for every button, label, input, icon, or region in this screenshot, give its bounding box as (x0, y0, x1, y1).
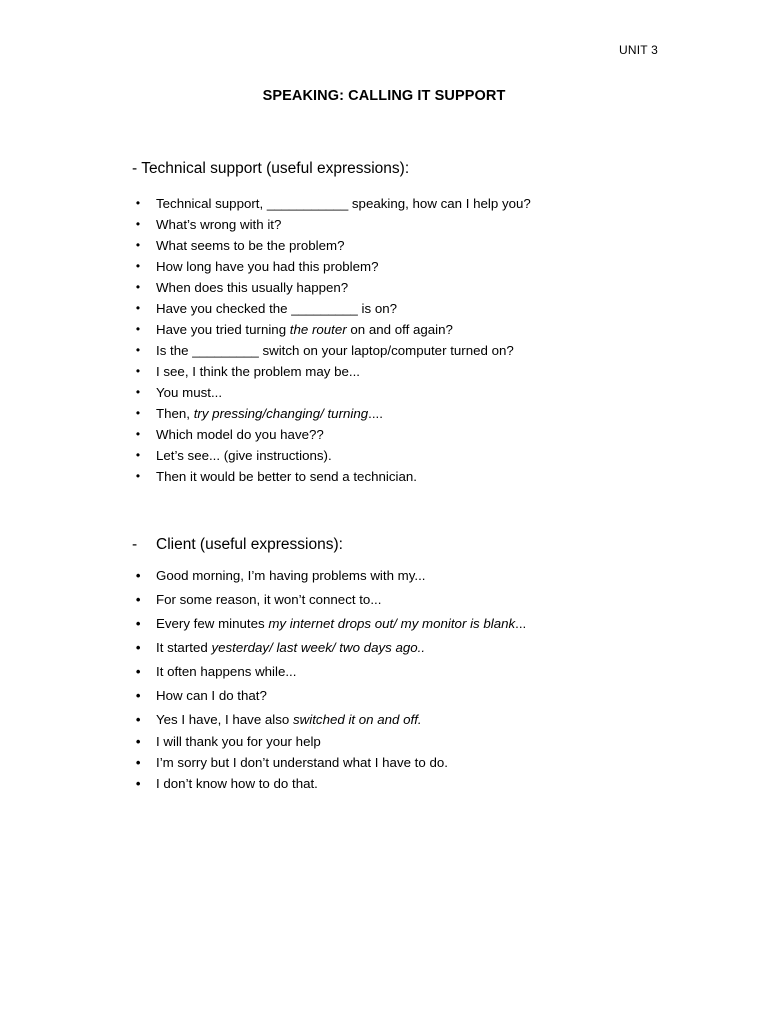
bullet-icon: • (135, 664, 141, 679)
expression-text: What’s wrong with it? (156, 217, 282, 232)
list-item (0, 773, 526, 794)
bullet-icon: • (135, 616, 141, 631)
list-item (0, 319, 531, 340)
list-item (0, 709, 526, 730)
list-item (0, 445, 531, 466)
list-item (0, 277, 531, 298)
list-item (0, 565, 526, 586)
expression-text: How long have you had this problem? (156, 259, 379, 274)
expression-text: You must... (156, 385, 223, 400)
list-item (0, 298, 531, 319)
expression-text: I see, I think the problem may be... (156, 364, 360, 379)
expression-text-prefix: Then, (156, 406, 194, 421)
expression-text: What seems to be the problem? (156, 238, 345, 253)
bullet-icon: • (135, 755, 141, 770)
list-item (0, 637, 526, 658)
bullet-icon: • (135, 406, 141, 420)
list-item (0, 193, 531, 214)
expression-text: How can I do that? (156, 688, 267, 703)
bullet-icon: • (135, 568, 141, 583)
expression-text-suffix: on and off again? (346, 322, 453, 337)
bullet-icon: • (135, 385, 141, 399)
list-item (0, 340, 531, 361)
expression-text-emphasis: yesterday/ last week/ two days ago.. (211, 640, 426, 655)
list-item (0, 613, 526, 634)
bullet-icon: • (135, 712, 141, 727)
list-item (0, 424, 531, 445)
expression-text: For some reason, it won’t connect to... (156, 592, 382, 607)
expression-text-prefix: Every few minutes (156, 616, 269, 631)
expression-text: When does this usually happen? (156, 280, 349, 295)
list-item (0, 361, 531, 382)
expression-text-suffix: ... (515, 616, 527, 631)
list-item (0, 752, 526, 773)
bullet-icon: • (135, 196, 141, 210)
unit-label: UNIT 3 (619, 43, 658, 57)
technical-support-list (0, 193, 531, 487)
expression-text-emphasis: try pressing/changing/ turning (193, 406, 369, 421)
bullet-icon: • (135, 280, 141, 294)
bullet-icon: • (135, 427, 141, 441)
list-item (0, 382, 531, 403)
client-heading: Client (useful expressions): (156, 536, 343, 553)
bullet-icon: • (135, 322, 141, 336)
list-item (0, 731, 526, 752)
list-item (0, 589, 526, 610)
expression-text: I will thank you for your help (156, 734, 321, 749)
expression-text: Technical support, ___________ speaking, how can I help you? (156, 196, 531, 211)
expression-text: Let’s see... (give instructions). (156, 448, 332, 463)
expression-text-emphasis: switched it on and off. (293, 712, 422, 727)
expression-text: Good morning, I’m having problems with my... (156, 568, 426, 583)
bullet-icon: • (135, 640, 141, 655)
bullet-icon: • (135, 301, 141, 315)
expression-text: Which model do you have?? (156, 427, 324, 442)
expression-text: Have you checked the _________ is on? (156, 301, 397, 316)
bullet-icon: • (135, 592, 141, 607)
bullet-icon: • (135, 688, 141, 703)
expression-text: It often happens while... (156, 664, 297, 679)
bullet-icon: • (135, 238, 141, 252)
heading-dash: - (132, 536, 138, 553)
bullet-icon: • (135, 259, 141, 273)
technical-support-heading: - Technical support (useful expressions): (132, 160, 410, 177)
expression-text: Is the _________ switch on your laptop/computer turned on? (156, 343, 514, 358)
bullet-icon: • (135, 343, 141, 357)
list-item (0, 214, 531, 235)
client-list (0, 565, 526, 794)
list-item (0, 403, 531, 424)
bullet-icon: • (135, 364, 141, 378)
expression-text: I don’t know how to do that. (156, 776, 318, 791)
expression-text-prefix: Have you tried turning (156, 322, 290, 337)
list-item (0, 661, 526, 682)
expression-text-emphasis: the router (289, 322, 347, 337)
client-heading-row (132, 536, 343, 554)
list-item (0, 256, 531, 277)
expression-text-emphasis: my internet drops out/ my monitor is blank (268, 616, 516, 631)
bullet-icon: • (135, 217, 141, 231)
expression-text-suffix: .... (368, 406, 383, 421)
list-item (0, 685, 526, 706)
expression-text-prefix: It started (156, 640, 212, 655)
bullet-icon: • (135, 734, 141, 749)
expression-text: Then it would be better to send a technician. (156, 469, 417, 484)
bullet-icon: • (135, 469, 141, 483)
list-item (0, 235, 531, 256)
page-title: SPEAKING: CALLING IT SUPPORT (262, 88, 506, 104)
bullet-icon: • (135, 448, 141, 462)
expression-text-prefix: Yes I have, I have also (156, 712, 294, 727)
expression-text: I’m sorry but I don’t understand what I have to do. (156, 755, 448, 770)
bullet-icon: • (135, 776, 141, 791)
list-item (0, 466, 531, 487)
